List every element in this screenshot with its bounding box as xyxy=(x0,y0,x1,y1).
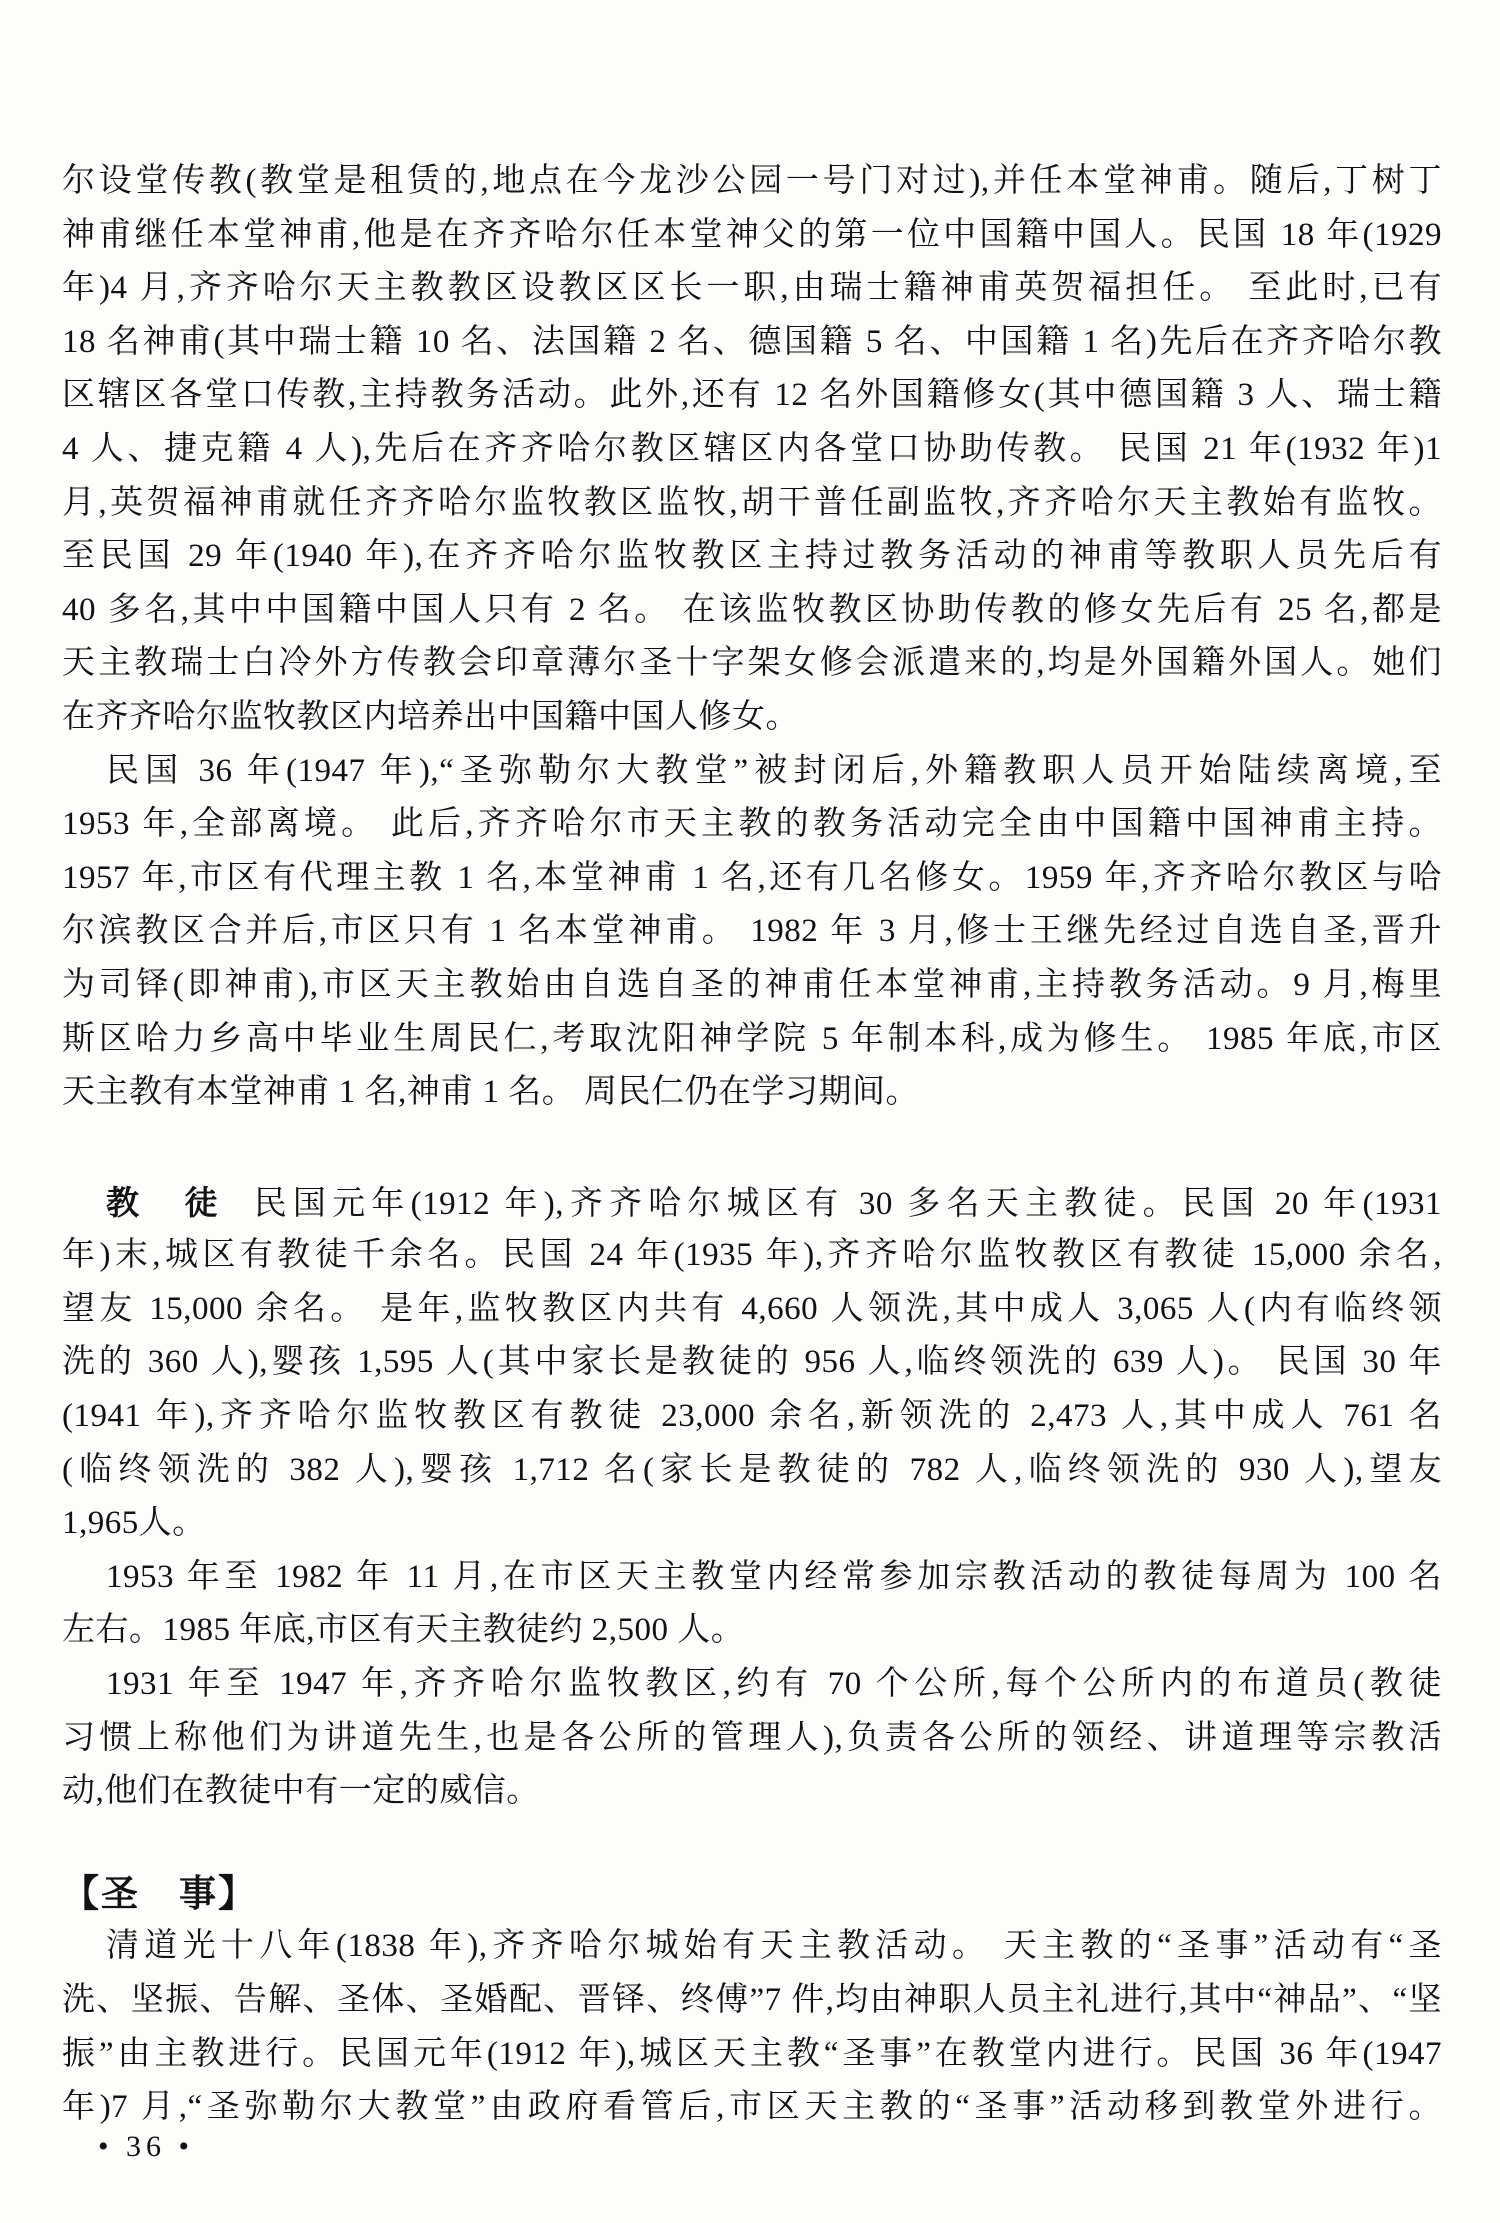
paragraph-priests-history xyxy=(62,155,1442,745)
paragraph-mission-stations xyxy=(62,1658,1442,1819)
page-number: • 36 • xyxy=(98,2130,195,2163)
text-line: 斯区哈力乡高中毕业生周民仁,考取沈阳神学院 5 年制本科,成为修生。 1985 年底,市区 xyxy=(62,1020,1442,1057)
text-line: 动,他们在教徒中有一定的威信。 xyxy=(62,1773,540,1810)
paragraph-clergy-departure xyxy=(62,745,1442,1120)
text-line: 神甫继任本堂神甫,他是在齐齐哈尔任本堂神父的第一位中国籍中国人。民国 18 年(1929 xyxy=(62,216,1442,253)
text-line: 1957 年,市区有代理主教 1 名,本堂神甫 1 名,还有几名修女。1959 年,齐齐哈尔教区与哈 xyxy=(62,859,1442,896)
text-line: 在齐齐哈尔监牧教区内培养出中国籍中国人修女。 xyxy=(62,698,799,735)
believers-run-in-heading: 教 徒 xyxy=(106,1183,224,1221)
text-line: 洗的 360 人),婴孩 1,595 人(其中家长是教徒的 956 人,临终领洗的 639 人)。 民国 30 年 xyxy=(62,1344,1442,1381)
text-line: 至民国 29 年(1940 年),在齐齐哈尔监牧教区主持过教务活动的神甫等教职人员先后有 xyxy=(62,538,1442,575)
text-line: 年)4 月,齐齐哈尔天主教教区设教区区长一职,由瑞士籍神甫英贺福担任。 至此时,已有 xyxy=(62,270,1442,307)
text-run: 民国元年(1912 年),齐齐哈尔城区有 30 多名天主教徒。民国 20 年(1931 xyxy=(253,1185,1443,1222)
text-line: 左右。1985 年底,市区有天主教徒约 2,500 人。 xyxy=(62,1612,745,1649)
paragraph-sacraments xyxy=(62,1920,1442,2134)
text-line: 1953 年至 1982 年 11 月,在市区天主教堂内经常参加宗教活动的教徒每周为 100 名 xyxy=(106,1558,1442,1595)
text-line: 洗、坚振、告解、圣体、圣婚配、晋铎、终傅”7 件,均由神职人员主礼进行,其中“神品”、“坚 xyxy=(62,1982,1442,2018)
text-line: 40 多名,其中中国籍中国人只有 2 名。 在该监牧教区协助传教的修女先后有 25 名,都是 xyxy=(62,591,1442,628)
paragraph-weekly-attendance xyxy=(62,1551,1442,1658)
text-line: 1,965人。 xyxy=(62,1505,206,1542)
text-line: 为司铎(即神甫),市区天主教始由自选自圣的神甫任本堂神甫,主持教务活动。9 月,梅里 xyxy=(62,966,1442,1003)
text-line: (临终领洗的 382 人),婴孩 1,712 名(家长是教徒的 782 人,临终领洗的 930 人),望友 xyxy=(62,1451,1442,1488)
text-line: 1953 年,全部离境。 此后,齐齐哈尔市天主教的教务活动完全由中国籍中国神甫主持。 xyxy=(62,806,1442,843)
text-line: 1931 年至 1947 年,齐齐哈尔监牧教区,约有 70 个公所,每个公所内的布道员(教徒 xyxy=(106,1666,1442,1703)
text-line: 年)末,城区有教徒千余名。民国 24 年(1935 年),齐齐哈尔监牧教区有教徒 15,000 余名, xyxy=(62,1237,1442,1274)
text-line: 尔滨教区合并后,市区只有 1 名本堂神甫。 1982 年 3 月,修士王继先经过自选自圣,晋升 xyxy=(62,913,1442,950)
believers-first-line xyxy=(62,1176,1442,1230)
text-line: 清道光十八年(1838 年),齐齐哈尔城始有天主教活动。 天主教的“圣事”活动有“圣 xyxy=(106,1928,1442,1965)
text-line: 尔设堂传教(教堂是租赁的,地点在今龙沙公园一号门对过),并任本堂神甫。随后,丁树丁 xyxy=(62,163,1442,199)
text-line: 18 名神甫(其中瑞士籍 10 名、法国籍 2 名、德国籍 5 名、中国籍 1 名)先后在齐齐哈尔教 xyxy=(62,323,1442,360)
text-line: 4 人、捷克籍 4 人),先后在齐齐哈尔教区辖区内各堂口协助传教。 民国 21 年(1932 年)1 xyxy=(62,430,1442,467)
section-heading-sacraments: 【圣 事】 xyxy=(62,1872,257,1914)
text-line: 区辖区各堂口传教,主持教务活动。此外,还有 12 名外国籍修女(其中德国籍 3 人、瑞士籍 xyxy=(62,377,1442,414)
text-line: 天主教瑞士白冷外方传教会印章薄尔圣十字架女修会派遣来的,均是外国籍外国人。她们 xyxy=(62,645,1442,682)
text-line: 望友 15,000 余名。 是年,监牧教区内共有 4,660 人领洗,其中成人 3,065 人(内有临终领 xyxy=(62,1290,1442,1327)
text-line: (1941 年),齐齐哈尔监牧教区有教徒 23,000 余名,新领洗的 2,473 人,其中成人 761 名 xyxy=(62,1398,1442,1435)
body-text xyxy=(62,155,1442,2135)
text-line: 习惯上称他们为讲道先生,也是各公所的管理人),负责各公所的领经、讲道理等宗教活 xyxy=(62,1719,1442,1756)
text-line: 年)7 月,“圣弥勒尔大教堂”由政府看管后,市区天主教的“圣事”活动移到教堂外进行。 xyxy=(62,2089,1442,2126)
text-line: 振”由主教进行。民国元年(1912 年),城区天主教“圣事”在教堂内进行。民国 36 年(1947 xyxy=(62,2035,1442,2072)
paragraph-believers xyxy=(62,1176,1442,1551)
text-line: 民国 36 年(1947 年),“圣弥勒尔大教堂”被封闭后,外籍教职人员开始陆续离境,至 xyxy=(106,752,1442,789)
text-line: 月,英贺福神甫就任齐齐哈尔监牧教区监牧,胡干普任副监牧,齐齐哈尔天主教始有监牧。 xyxy=(62,484,1442,521)
text-line: 天主教有本堂神甫 1 名,神甫 1 名。 周民仁仍在学习期间。 xyxy=(62,1074,919,1111)
